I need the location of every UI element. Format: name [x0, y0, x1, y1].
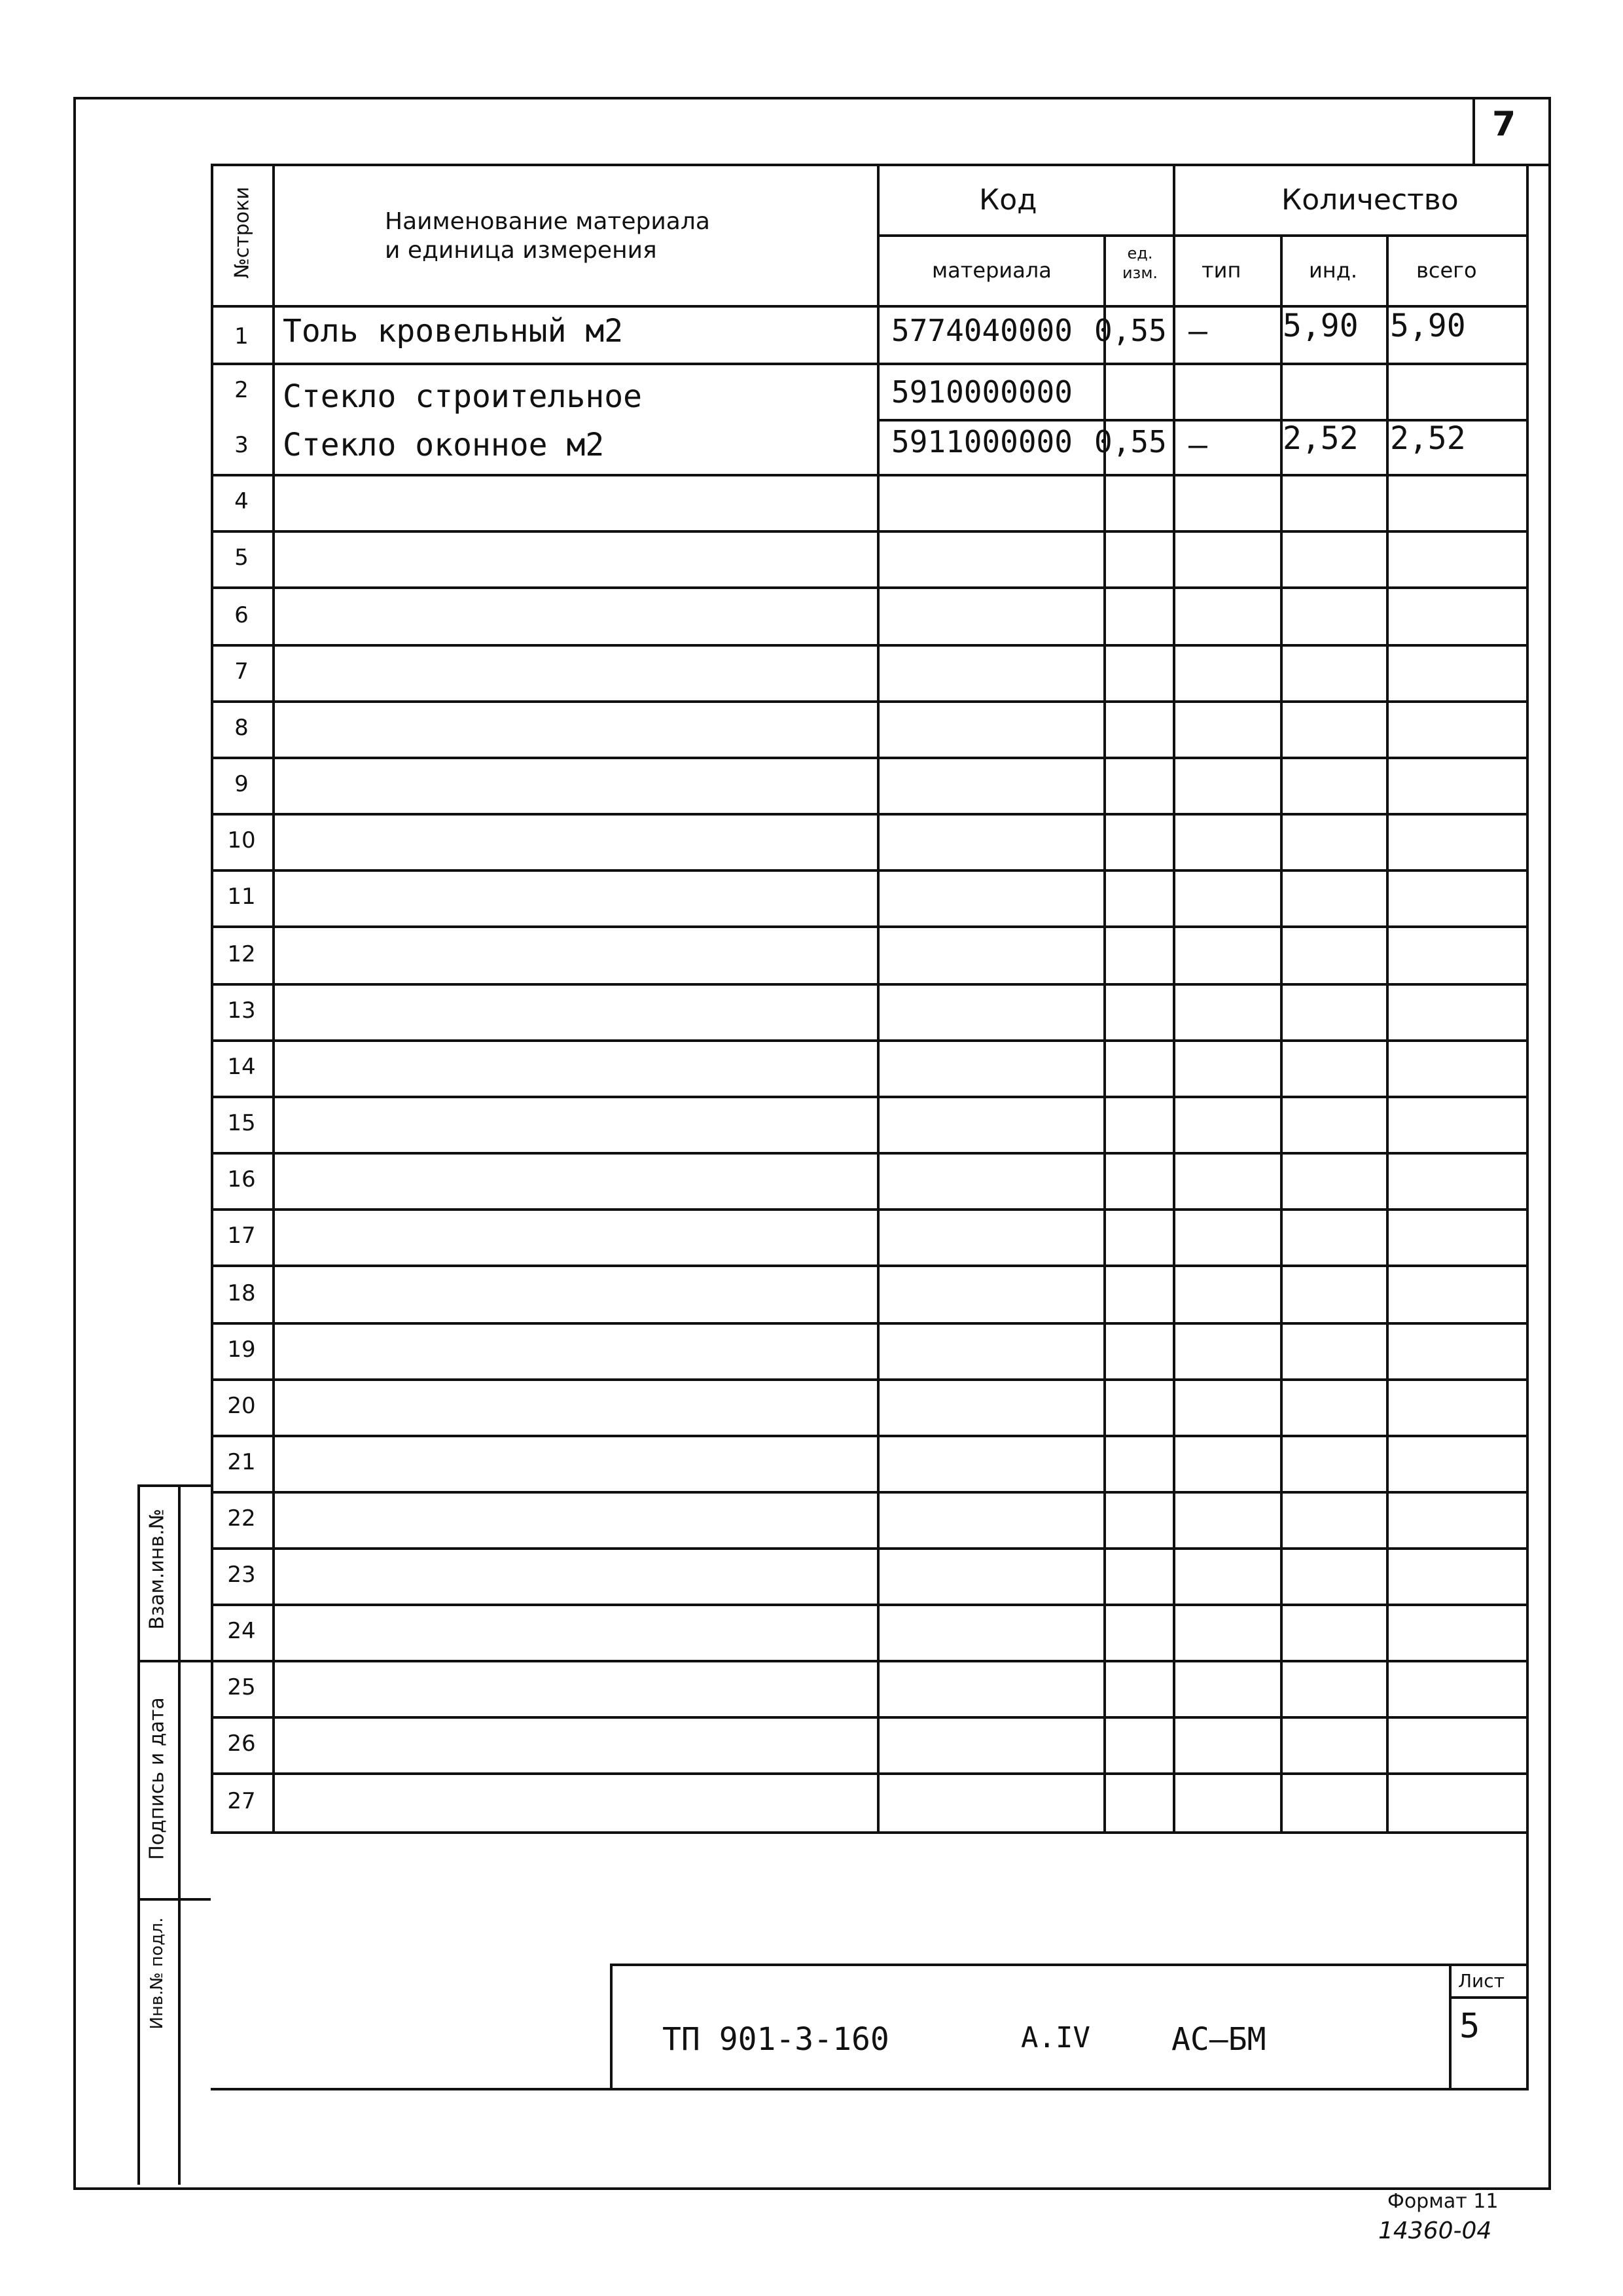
footer-format: Формат 11 [1387, 2190, 1499, 2213]
row-line [211, 1772, 1529, 1775]
row-line [211, 1604, 1529, 1606]
row-line [211, 1322, 1529, 1325]
row-line [211, 757, 1529, 759]
header-code-unit: ед. изм. [1122, 244, 1158, 282]
row-line [211, 474, 1529, 476]
row-number: 15 [227, 1110, 256, 1136]
row-line [211, 983, 1529, 986]
stamp-divider-2 [137, 1898, 211, 1901]
row-line [211, 1265, 1529, 1267]
row-number: 22 [227, 1505, 256, 1532]
row-number: 16 [227, 1166, 256, 1193]
row-number: 13 [227, 997, 256, 1024]
stamp-sign-date: Подпись и дата [145, 1697, 169, 1860]
table-right-border [1526, 164, 1529, 2088]
row-line [211, 1547, 1529, 1550]
stamp-top [137, 1484, 211, 1487]
corner-box-left [1472, 97, 1475, 164]
row-number: 23 [227, 1562, 256, 1588]
stamp-inner-border [178, 1484, 181, 2185]
sheet-corner-number: 7 [1492, 105, 1516, 144]
stamp-inv-podl: Инв.№ подл. [147, 1917, 167, 2030]
header-code-material: материала [932, 258, 1052, 283]
stamp-left-border [137, 1484, 140, 2185]
header-row-number: №строки [230, 187, 254, 279]
row-number: 8 [234, 715, 249, 741]
stamp-vzam-inv: Взам.инв.№ [145, 1509, 169, 1630]
row-2-name: Стекло строительное [283, 378, 643, 415]
title-block-sheet-divider [1449, 1964, 1452, 2088]
row-1-code: 5774040000 [891, 313, 1073, 348]
row-number: 5 [234, 545, 249, 571]
table-top-border [211, 164, 1529, 166]
row-1-total: 5,90 [1390, 308, 1466, 344]
row-number: 4 [234, 488, 249, 514]
row-line [211, 1152, 1529, 1155]
stamp-divider-1 [137, 1660, 211, 1662]
col-divider-unit [1173, 164, 1175, 1833]
title-mark: АС–БМ [1171, 2021, 1266, 2058]
table-left-border [211, 164, 213, 1833]
row-line [211, 1039, 1529, 1042]
header-code: Код [979, 183, 1037, 217]
row-number: 14 [227, 1054, 256, 1080]
row-line [211, 530, 1529, 533]
row-number: 27 [227, 1788, 256, 1814]
row-1-unit: 0,55 [1094, 313, 1167, 348]
row-line [211, 1096, 1529, 1098]
row-line [211, 363, 1529, 365]
row-number: 2 [234, 377, 249, 403]
row-line [211, 1831, 1529, 1834]
col-divider-num [272, 164, 275, 1833]
header-subdivider [877, 234, 1529, 237]
title-album: А.IV [1021, 2021, 1090, 2054]
title-sheet-number: 5 [1459, 2007, 1480, 2046]
row-line [211, 700, 1529, 703]
row-line [211, 644, 1529, 647]
title-designation: ТП 901-3-160 [662, 2021, 889, 2058]
row-3-unit: 0,55 [1094, 424, 1167, 459]
row-3-ind: 2,52 [1283, 420, 1359, 457]
row-3-code: 5911000000 [891, 424, 1073, 459]
row-1-type: – [1188, 313, 1207, 350]
row-number: 18 [227, 1280, 256, 1306]
row-number: 17 [227, 1223, 256, 1249]
row-3-type: – [1188, 427, 1207, 463]
row-line [211, 1378, 1529, 1381]
row-line [211, 1435, 1529, 1437]
row-1-ind: 5,90 [1283, 308, 1359, 344]
header-quantity: Количество [1281, 183, 1459, 217]
row-line [211, 1208, 1529, 1211]
row-number: 12 [227, 941, 256, 967]
row-number: 19 [227, 1336, 256, 1363]
row-line [211, 925, 1529, 928]
header-qty-ind: инд. [1309, 258, 1358, 283]
footer-code: 14360-04 [1378, 2217, 1492, 2244]
title-block-left [610, 1964, 613, 2088]
row-number: 7 [234, 658, 249, 685]
row-line [211, 813, 1529, 816]
row-number: 24 [227, 1618, 256, 1644]
row-3-name: Стекло оконное м2 [283, 427, 605, 463]
row-number: 26 [227, 1731, 256, 1757]
row-line [211, 1660, 1529, 1662]
row-line [211, 869, 1529, 872]
row-line [211, 1716, 1529, 1719]
header-name-line1: Наименование материала [385, 208, 710, 235]
row-number: 9 [234, 771, 249, 797]
header-qty-total: всего [1416, 258, 1477, 283]
row-2-code: 5910000000 [891, 374, 1073, 410]
col-divider-name [877, 164, 880, 1833]
row-line [211, 1491, 1529, 1494]
row-number: 1 [234, 323, 249, 350]
row-number: 10 [227, 827, 256, 853]
header-name-line2: и единица измерения [385, 237, 657, 264]
title-block-sheet-label-line [1449, 1996, 1529, 1999]
row-number: 11 [227, 884, 256, 910]
row-number: 25 [227, 1674, 256, 1700]
row-number: 6 [234, 602, 249, 628]
title-block-top [610, 1964, 1529, 1966]
title-sheet-label: Лист [1458, 1970, 1505, 1992]
row-line [211, 586, 1529, 589]
row-number: 20 [227, 1393, 256, 1419]
row-number: 3 [234, 432, 249, 458]
header-qty-type: тип [1202, 258, 1241, 283]
row-3-total: 2,52 [1390, 420, 1466, 457]
row-1-name: Толь кровельный м2 [283, 313, 624, 350]
row-number: 21 [227, 1449, 256, 1475]
table-bottom-border [211, 2088, 1529, 2090]
